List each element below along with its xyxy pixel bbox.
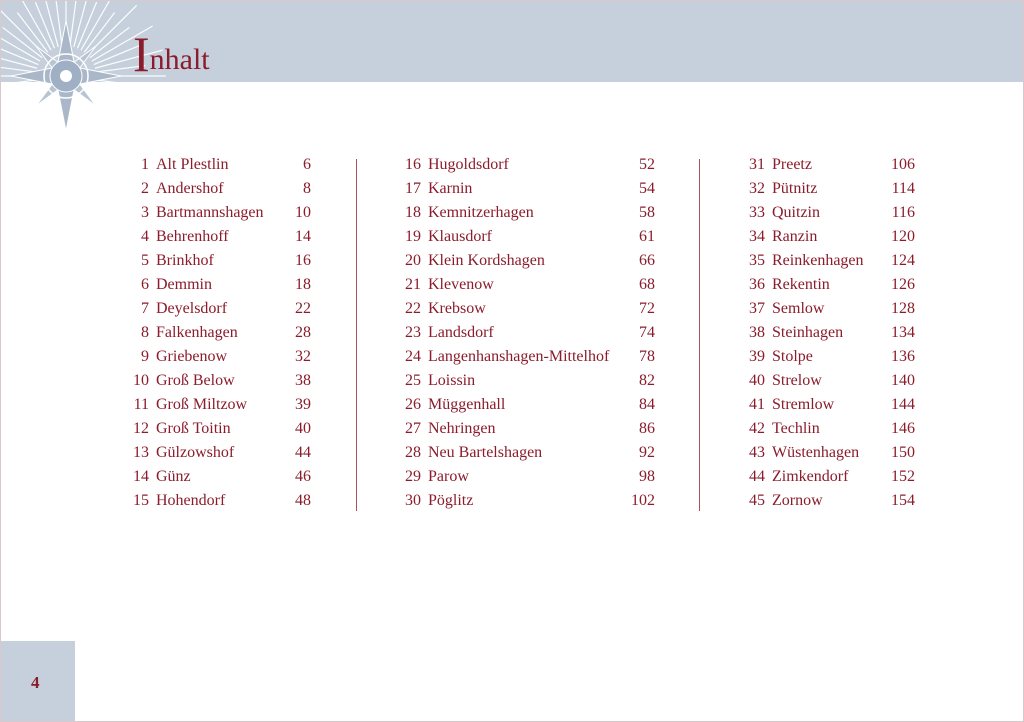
entry-name: Behrenhoff xyxy=(156,228,229,245)
entry-page: 102 xyxy=(631,492,655,509)
toc-entry xyxy=(393,297,655,321)
entry-page: 61 xyxy=(639,228,655,245)
title-initial: I xyxy=(133,26,150,82)
entry-number: 14 xyxy=(133,468,149,485)
entry-page: 114 xyxy=(891,180,915,197)
entry-page: 8 xyxy=(303,180,311,197)
entry-name: Landsdorf xyxy=(428,324,494,341)
entry-number: 37 xyxy=(749,300,765,317)
toc-entry xyxy=(121,273,311,297)
entry-name: Loissin xyxy=(428,372,476,389)
entry-number: 45 xyxy=(749,492,765,509)
entry-name: Wüstenhagen xyxy=(772,444,860,461)
toc-entry xyxy=(393,441,655,465)
entry-page: 58 xyxy=(639,204,655,221)
toc-entry xyxy=(737,225,915,249)
toc-entry xyxy=(121,441,311,465)
entry-page: 128 xyxy=(891,300,915,317)
entry-number: 39 xyxy=(749,348,765,365)
entry-page: 144 xyxy=(891,396,915,413)
entry-number: 28 xyxy=(405,444,421,461)
entry-number: 11 xyxy=(133,396,149,413)
entry-name: Hohendorf xyxy=(156,492,226,509)
entry-page: 136 xyxy=(891,348,915,365)
entry-number: 22 xyxy=(405,300,421,317)
toc-entry xyxy=(737,369,915,393)
entry-page: 52 xyxy=(639,156,655,173)
toc-entry xyxy=(121,465,311,489)
toc-entry xyxy=(121,489,311,513)
toc-entry xyxy=(737,465,915,489)
entry-number: 5 xyxy=(141,252,149,269)
entry-number: 33 xyxy=(749,204,765,221)
entry-page: 22 xyxy=(295,300,311,317)
entry-page: 66 xyxy=(639,252,655,269)
entry-number: 16 xyxy=(405,156,421,173)
entry-name: Steinhagen xyxy=(772,324,844,341)
column-divider xyxy=(356,159,357,511)
entry-page: 32 xyxy=(295,348,311,365)
entry-page: 146 xyxy=(891,420,915,437)
entry-number: 42 xyxy=(749,420,765,437)
entry-number: 19 xyxy=(405,228,421,245)
entry-number: 10 xyxy=(133,372,149,389)
entry-page: 86 xyxy=(639,420,655,437)
toc-entry xyxy=(121,153,311,177)
entry-name: Quitzin xyxy=(772,204,820,221)
entry-page: 68 xyxy=(639,276,655,293)
entry-page: 150 xyxy=(891,444,915,461)
toc-entry xyxy=(737,201,915,225)
entry-number: 41 xyxy=(749,396,765,413)
toc-entry xyxy=(393,321,655,345)
entry-page: 154 xyxy=(891,492,915,509)
entry-page: 40 xyxy=(295,420,311,437)
entry-number: 36 xyxy=(749,276,765,293)
toc-entry xyxy=(737,417,915,441)
entry-page: 16 xyxy=(295,252,311,269)
entry-name: Pütnitz xyxy=(772,180,818,197)
toc-column-1 xyxy=(121,153,311,513)
entry-number: 43 xyxy=(749,444,765,461)
entry-page: 18 xyxy=(295,276,311,293)
entry-name: Langenhanshagen-Mittelhof xyxy=(428,348,610,365)
entry-name: Müggenhall xyxy=(428,396,506,413)
entry-name: Groß Toitin xyxy=(156,420,231,437)
entry-name: Karnin xyxy=(428,180,473,197)
toc-entry xyxy=(737,249,915,273)
entry-page: 46 xyxy=(295,468,311,485)
entry-name: Reinkenhagen xyxy=(772,252,864,269)
toc-entry xyxy=(737,393,915,417)
entry-name: Falkenhagen xyxy=(156,324,238,341)
toc-entry xyxy=(393,201,655,225)
toc-column-3 xyxy=(737,153,915,513)
entry-number: 23 xyxy=(405,324,421,341)
entry-page: 44 xyxy=(295,444,311,461)
entry-number: 6 xyxy=(141,276,149,293)
entry-number: 18 xyxy=(405,204,421,221)
toc-entry xyxy=(393,345,655,369)
entry-number: 27 xyxy=(405,420,421,437)
entry-number: 25 xyxy=(405,372,421,389)
entry-page: 82 xyxy=(639,372,655,389)
toc-entry xyxy=(121,321,311,345)
entry-number: 15 xyxy=(133,492,149,509)
toc-entry xyxy=(121,249,311,273)
title-rest: nhalt xyxy=(149,43,210,76)
entry-page: 6 xyxy=(303,156,311,173)
entry-number: 21 xyxy=(405,276,421,293)
column-divider xyxy=(699,159,700,511)
entry-number: 3 xyxy=(141,204,149,221)
entry-name: Klevenow xyxy=(428,276,494,293)
entry-number: 32 xyxy=(749,180,765,197)
toc-entry xyxy=(737,297,915,321)
toc-column-2 xyxy=(393,153,655,513)
entry-name: Klein Kordshagen xyxy=(428,252,545,269)
entry-name: Demmin xyxy=(156,276,212,293)
toc-entry xyxy=(121,369,311,393)
entry-page: 152 xyxy=(891,468,915,485)
entry-number: 13 xyxy=(133,444,149,461)
entry-name: Kemnitzerhagen xyxy=(428,204,534,221)
entry-page: 54 xyxy=(639,180,655,197)
entry-page: 124 xyxy=(891,252,915,269)
entry-page: 14 xyxy=(295,228,311,245)
toc-entry xyxy=(393,489,655,513)
toc-entry xyxy=(393,153,655,177)
entry-number: 20 xyxy=(405,252,421,269)
entry-name: Gülzowshof xyxy=(156,444,235,461)
entry-name: Stremlow xyxy=(772,396,835,413)
entry-page: 120 xyxy=(891,228,915,245)
toc-entry xyxy=(393,369,655,393)
entry-number: 17 xyxy=(405,180,421,197)
entry-number: 2 xyxy=(141,180,149,197)
entry-number: 30 xyxy=(405,492,421,509)
toc-entry xyxy=(393,273,655,297)
entry-number: 4 xyxy=(141,228,149,245)
entry-page: 98 xyxy=(639,468,655,485)
entry-name: Brinkhof xyxy=(156,252,214,269)
entry-name: Krebsow xyxy=(428,300,486,317)
entry-number: 7 xyxy=(141,300,149,317)
entry-number: 26 xyxy=(405,396,421,413)
toc-entry xyxy=(121,297,311,321)
entry-page: 28 xyxy=(295,324,311,341)
entry-page: 74 xyxy=(639,324,655,341)
entry-name: Pöglitz xyxy=(428,492,474,509)
entry-number: 31 xyxy=(749,156,765,173)
entry-number: 35 xyxy=(749,252,765,269)
toc-entry xyxy=(737,441,915,465)
toc-entry xyxy=(737,321,915,345)
entry-name: Nehringen xyxy=(428,420,496,437)
entry-name: Ranzin xyxy=(772,228,818,245)
toc-entry xyxy=(393,177,655,201)
toc-entry xyxy=(393,249,655,273)
entry-name: Preetz xyxy=(772,156,812,173)
entry-name: Zornow xyxy=(772,492,823,509)
entry-name: Groß Miltzow xyxy=(156,396,248,413)
toc-entry xyxy=(121,417,311,441)
toc-entry xyxy=(737,273,915,297)
toc-entry xyxy=(121,177,311,201)
entry-page: 126 xyxy=(891,276,915,293)
entry-page: 78 xyxy=(639,348,655,365)
toc-entry xyxy=(393,225,655,249)
toc-entry xyxy=(393,465,655,489)
entry-name: Semlow xyxy=(772,300,825,317)
entry-name: Stolpe xyxy=(772,348,813,365)
entry-number: 29 xyxy=(405,468,421,485)
entry-number: 1 xyxy=(141,156,149,173)
toc-entry xyxy=(737,489,915,513)
entry-name: Deyelsdorf xyxy=(156,300,228,317)
entry-page: 38 xyxy=(295,372,311,389)
toc-entry xyxy=(393,417,655,441)
toc-entry xyxy=(121,393,311,417)
toc-entry xyxy=(121,225,311,249)
entry-number: 8 xyxy=(141,324,149,341)
toc-entry xyxy=(737,345,915,369)
entry-page: 92 xyxy=(639,444,655,461)
entry-name: Neu Bartelshagen xyxy=(428,444,543,461)
entry-name: Techlin xyxy=(772,420,820,437)
entry-page: 72 xyxy=(639,300,655,317)
entry-number: 9 xyxy=(141,348,149,365)
toc-entry xyxy=(393,393,655,417)
entry-name: Strelow xyxy=(772,372,822,389)
toc-entry xyxy=(121,201,311,225)
entry-number: 44 xyxy=(749,468,765,485)
entry-name: Zimkendorf xyxy=(772,468,849,485)
entry-name: Alt Plestlin xyxy=(156,156,229,173)
entry-page: 84 xyxy=(639,396,655,413)
entry-name: Klausdorf xyxy=(428,228,492,245)
toc-entry xyxy=(737,153,915,177)
entry-page: 140 xyxy=(891,372,915,389)
entry-page: 48 xyxy=(295,492,311,509)
entry-number: 12 xyxy=(133,420,149,437)
page-number: 4 xyxy=(31,673,40,692)
entry-page: 10 xyxy=(295,204,311,221)
toc-entry xyxy=(737,177,915,201)
entry-name: Andershof xyxy=(156,180,224,197)
entry-page: 116 xyxy=(891,204,915,221)
entry-name: Günz xyxy=(156,468,191,485)
entry-page: 106 xyxy=(891,156,915,173)
entry-number: 34 xyxy=(749,228,765,245)
entry-name: Groß Below xyxy=(156,372,235,389)
entry-number: 24 xyxy=(405,348,421,365)
entry-page: 39 xyxy=(295,396,311,413)
page-title xyxy=(133,26,210,82)
entry-name: Bartmannshagen xyxy=(156,204,264,221)
entry-name: Griebenow xyxy=(156,348,228,365)
entry-name: Parow xyxy=(428,468,469,485)
entry-name: Hugoldsdorf xyxy=(428,156,509,173)
entry-page: 134 xyxy=(891,324,915,341)
entry-name: Rekentin xyxy=(772,276,830,293)
entry-number: 38 xyxy=(749,324,765,341)
entry-number: 40 xyxy=(749,372,765,389)
toc-entry xyxy=(121,345,311,369)
